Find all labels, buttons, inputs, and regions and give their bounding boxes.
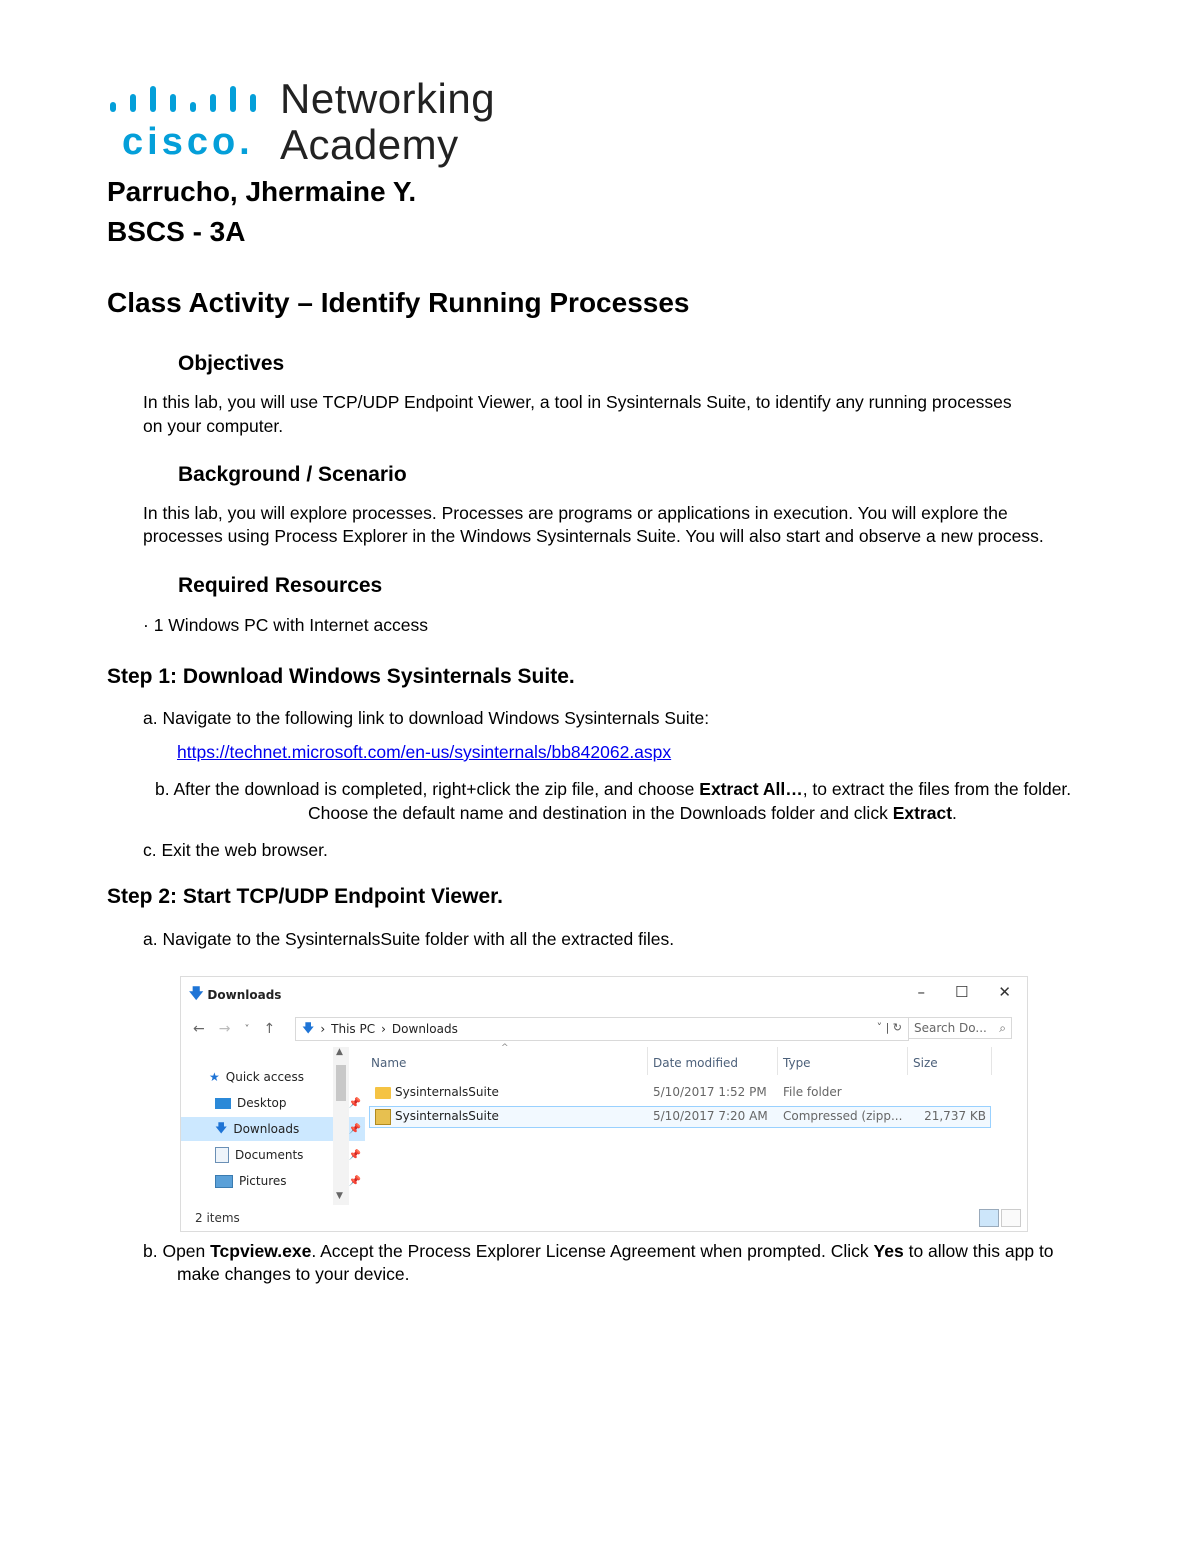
background-heading: Background / Scenario xyxy=(178,463,407,486)
sort-ascending-icon: ^ xyxy=(501,1043,509,1053)
background-text-line2: processes using Process Explorer in the Windows Sysinternals Suite. You will also start and observe a new process. xyxy=(143,526,1044,546)
column-header-name[interactable]: Name xyxy=(371,1056,407,1070)
folder-icon xyxy=(375,1087,391,1099)
downloads-icon: 🡇 xyxy=(215,1120,228,1135)
step2-item-b-line2: make changes to your device. xyxy=(177,1264,410,1284)
file-explorer-screenshot xyxy=(180,976,1028,1232)
sidebar-scrollbar[interactable] xyxy=(333,1047,349,1205)
back-arrow-icon[interactable]: ← xyxy=(193,1021,205,1037)
sidebar-item-desktop[interactable]: Desktop 📌 xyxy=(181,1091,365,1115)
details-view-button[interactable] xyxy=(979,1209,999,1227)
extract-all-text: Extract All… xyxy=(699,779,803,799)
student-name: Parrucho, Jhermaine Y. xyxy=(107,176,417,207)
pin-icon: 📌 xyxy=(348,1175,361,1187)
download-arrow-icon: 🡇 xyxy=(189,986,204,1002)
up-arrow-icon[interactable]: ↑ xyxy=(263,1021,276,1037)
step1-item-a: a. Navigate to the following link to download Windows Sysinternals Suite: xyxy=(143,708,710,728)
objectives-text-line2: on your computer. xyxy=(143,416,284,436)
pin-icon: 📌 xyxy=(348,1123,361,1135)
cisco-wordmark: cisco. xyxy=(122,121,254,163)
sysinternals-download-link[interactable]: https://technet.microsoft.com/en-us/sysinternals/bb842062.aspx xyxy=(177,742,672,762)
step2-heading: Step 2: Start TCP/UDP Endpoint Viewer. xyxy=(107,885,503,908)
pin-icon: 📌 xyxy=(348,1097,361,1109)
tcpview-exe-text: Tcpview.exe xyxy=(210,1241,312,1261)
objectives-text-line1: In this lab, you will use TCP/UDP Endpoint Viewer, a tool in Sysinternals Suite, to identify any running processes xyxy=(143,392,1012,412)
column-header-date-modified[interactable]: Date modified xyxy=(653,1056,739,1070)
objectives-heading: Objectives xyxy=(178,352,285,375)
sidebar-item-pictures[interactable]: Pictures 📌 xyxy=(181,1169,365,1193)
file-type: File folder xyxy=(783,1085,842,1099)
forward-arrow-icon[interactable]: → xyxy=(218,1021,231,1037)
resources-item: · 1 Windows PC with Internet access xyxy=(143,615,428,635)
minimize-button[interactable]: – xyxy=(917,983,925,1001)
status-item-count: 2 items xyxy=(195,1211,240,1225)
file-size: 21,737 KB xyxy=(924,1109,986,1123)
sidebar-item-documents[interactable]: Documents 📌 xyxy=(181,1143,365,1167)
pictures-icon xyxy=(215,1175,233,1188)
file-date: 5/10/2017 1:52 PM xyxy=(653,1085,767,1099)
file-date: 5/10/2017 7:20 AM xyxy=(653,1109,768,1123)
scroll-down-icon[interactable]: ▼ xyxy=(336,1191,343,1201)
explorer-title-bar xyxy=(189,985,281,1005)
step1-item-b-line1: b. After the download is completed, right+click the zip file, and choose Extract All…, to extract the files from the folder. xyxy=(155,779,1072,799)
file-row-selected[interactable] xyxy=(369,1106,991,1128)
sidebar-item-quick-access[interactable]: ★ Quick access xyxy=(209,1070,304,1084)
zip-archive-icon xyxy=(375,1109,391,1125)
search-icon: ⌕ xyxy=(999,1020,1006,1035)
file-name: SysinternalsSuite xyxy=(395,1109,499,1123)
yes-text: Yes xyxy=(873,1241,904,1261)
recent-dropdown-icon[interactable]: ˅ xyxy=(244,1024,250,1035)
address-bar[interactable] xyxy=(295,1017,909,1041)
breadcrumb-this-pc[interactable]: This PC xyxy=(331,1022,376,1036)
close-button[interactable]: ✕ xyxy=(998,983,1011,1001)
extract-text: Extract xyxy=(892,803,953,823)
step1-item-b-line2: Choose the default name and destination in the Downloads folder and click Extract. xyxy=(308,803,957,823)
address-bar-row xyxy=(181,1015,1027,1045)
file-type: Compressed (zipp... xyxy=(783,1109,903,1123)
navigation-pane xyxy=(181,1047,361,1207)
documents-icon xyxy=(215,1147,229,1163)
refresh-icon[interactable]: ˅ | ↻ xyxy=(876,1021,902,1034)
file-name: SysinternalsSuite xyxy=(395,1085,499,1099)
explorer-window-title: Downloads xyxy=(207,988,282,1002)
student-section: BSCS - 3A xyxy=(107,216,246,247)
maximize-button[interactable]: ☐ xyxy=(954,983,969,1001)
pin-icon: 📌 xyxy=(348,1149,361,1161)
logo-networking-text: Networking xyxy=(280,75,496,122)
background-text-line1: In this lab, you will explore processes. Processes are programs or applications in execution. You will explore the xyxy=(143,503,1008,523)
download-location-icon: 🡇 xyxy=(302,1020,315,1035)
file-row[interactable] xyxy=(369,1083,989,1103)
breadcrumb-downloads[interactable]: Downloads xyxy=(391,1022,458,1036)
star-icon: ★ xyxy=(209,1070,220,1084)
path-separator-2: › xyxy=(381,1022,386,1036)
step1-heading: Step 1: Download Windows Sysinternals Suite. xyxy=(107,665,575,688)
search-input[interactable]: Search Do... ⌕ xyxy=(908,1017,1012,1039)
desktop-icon xyxy=(215,1098,231,1109)
step2-item-b-line1: b. Open Tcpview.exe. Accept the Process Explorer License Agreement when prompted. Click Yes to allow this app to xyxy=(143,1241,1054,1261)
resources-heading: Required Resources xyxy=(178,574,383,597)
path-separator-1: › xyxy=(320,1022,326,1036)
column-header-size[interactable]: Size xyxy=(913,1056,938,1070)
sidebar-item-downloads[interactable]: 🡇 Downloads 📌 xyxy=(181,1117,365,1141)
step1-item-c: c. Exit the web browser. xyxy=(143,840,328,860)
scrollbar-thumb[interactable] xyxy=(336,1065,346,1101)
cisco-logo-bars xyxy=(108,86,268,116)
document-title: Class Activity – Identify Running Processes xyxy=(107,287,690,318)
column-header-type[interactable]: Type xyxy=(783,1056,811,1070)
large-icons-view-button[interactable] xyxy=(1001,1209,1021,1227)
scroll-up-icon[interactable]: ▲ xyxy=(336,1047,343,1057)
step2-item-a: a. Navigate to the SysinternalsSuite folder with all the extracted files. xyxy=(143,929,675,949)
logo-academy-text: Academy xyxy=(280,121,459,168)
